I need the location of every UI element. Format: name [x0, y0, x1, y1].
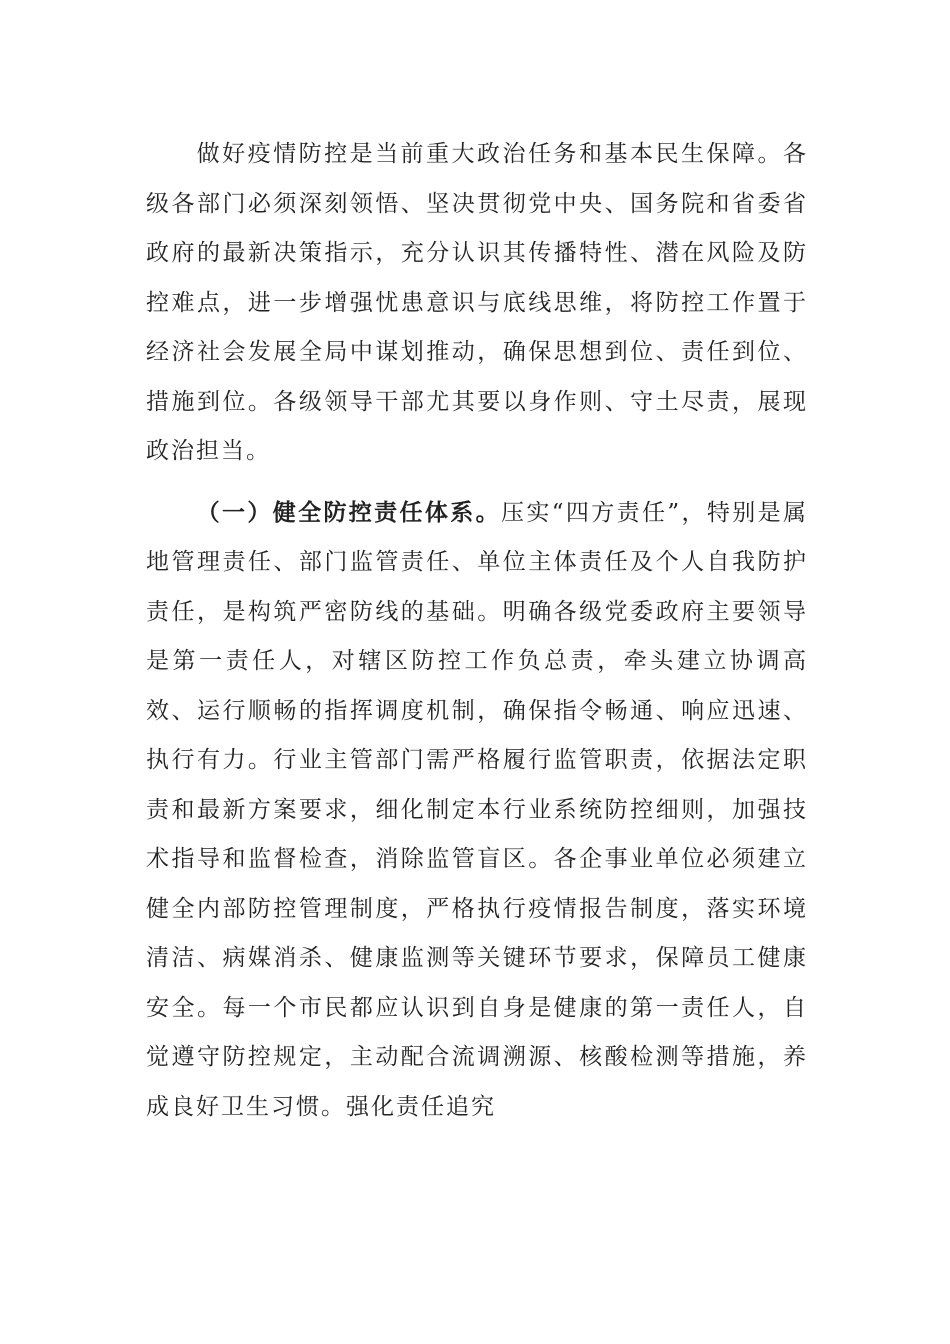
document-body	[146, 130, 808, 1132]
paragraph-intro-text: 做好疫情防控是当前重大政治任务和基本民生保障。各级各部门必须深刻领悟、坚决贯彻党中央、国务院和省委省政府的最新决策指示，充分认识其传播特性、潜在风险及防控难点，进一步增强忧患意识与底线思维，将防控工作置于经济社会发展全局中谋划推动，确保思想到位、责任到位、措施到位。各级领导干部尤其要以身作则、守土尽责，展现政治担当。	[146, 141, 808, 464]
paragraph-section-1	[146, 488, 808, 1133]
paragraph-section-1-text: 压实“四方责任”，特别是属地管理责任、部门监管责任、单位主体责任及个人自我防护责任，是构筑严密防线的基础。明确各级党委政府主要领导是第一责任人，对辖区防控工作负总责，牵头建立协调高效、运行顺畅的指挥调度机制，确保指令畅通、响应迅速、执行有力。行业主管部门需严格履行监管职责，依据法定职责和最新方案要求，细化制定本行业系统防控细则，加强技术指导和监督检查，消除监管盲区。各企事业单位必须建立健全内部防控管理制度，严格执行疫情报告制度，落实环境清洁、病媒消杀、健康监测等关键环节要求，保障员工健康安全。每一个市民都应认识到自身是健康的第一责任人，自觉遵守防控规定，主动配合流调溯源、核酸检测等措施，养成良好卫生习惯。强化责任追究	[146, 499, 808, 1120]
section-heading: （一）健全防控责任体系。	[196, 498, 502, 526]
paragraph-intro	[146, 130, 808, 477]
